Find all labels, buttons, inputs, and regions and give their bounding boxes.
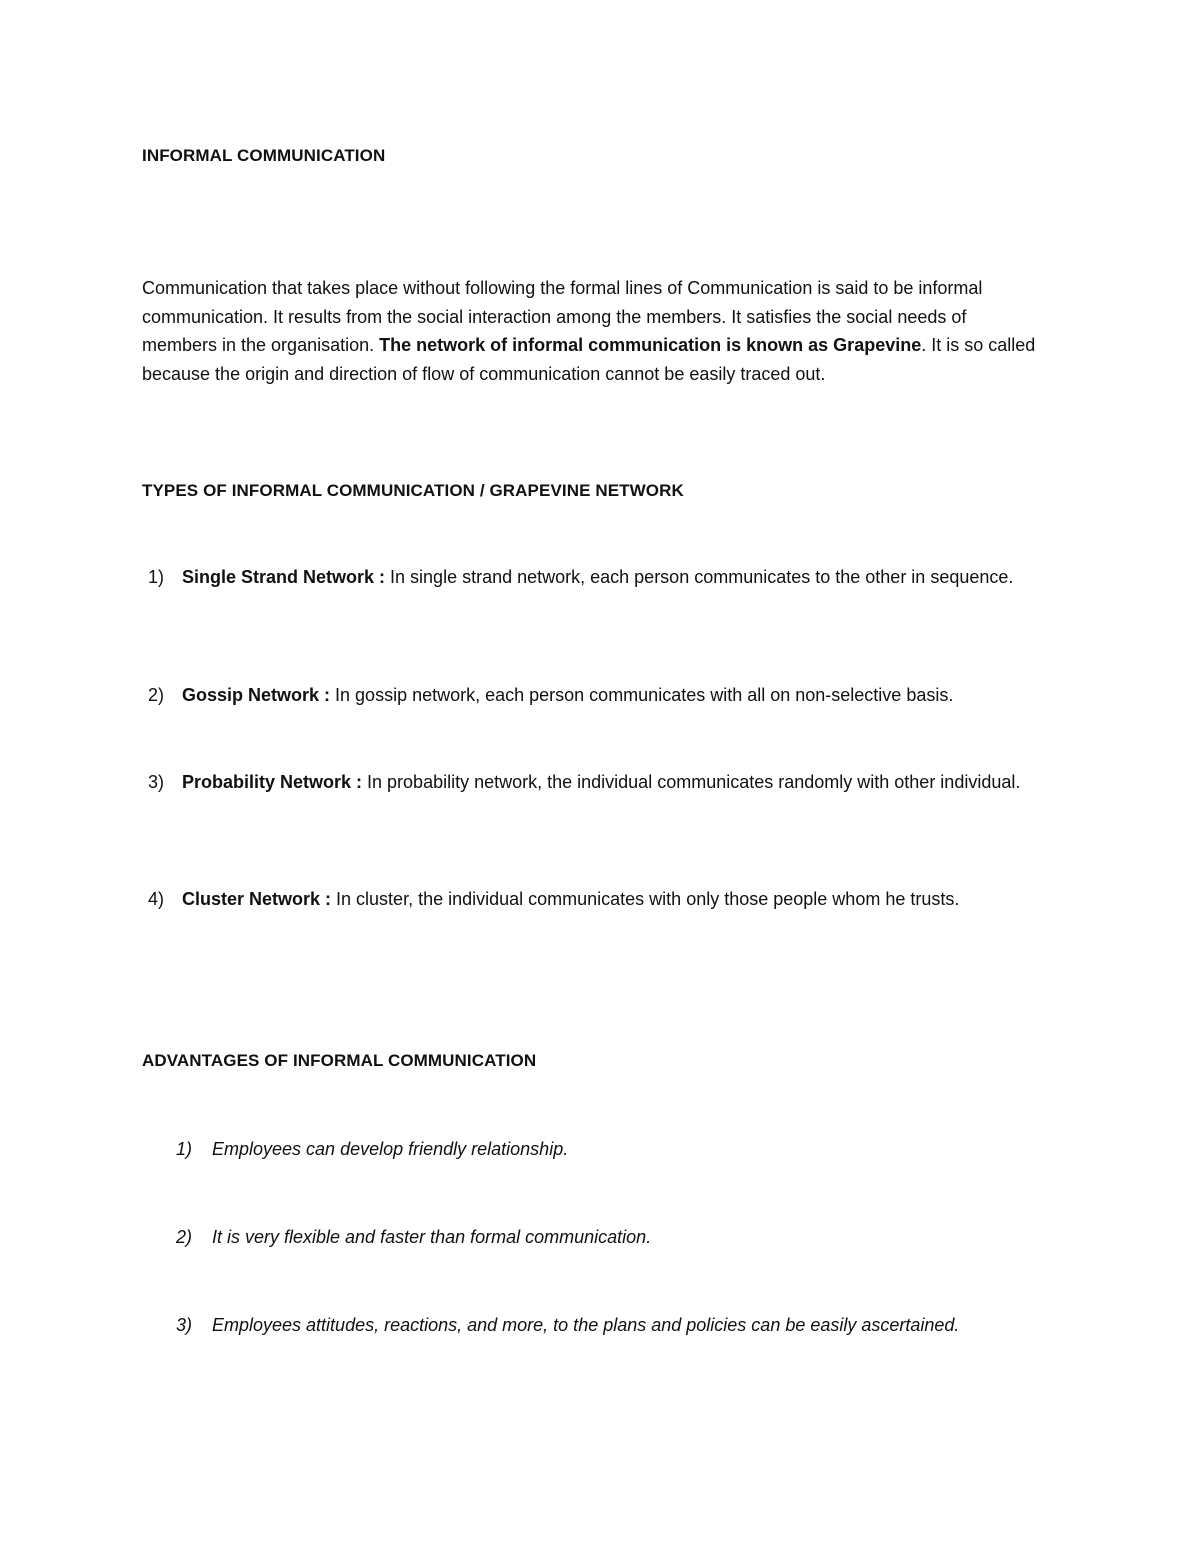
types-heading: TYPES OF INFORMAL COMMUNICATION / GRAPEVINE NETWORK	[142, 481, 684, 500]
page-title: INFORMAL COMMUNICATION	[142, 146, 386, 165]
type-item-desc: In single strand network, each person communicates to the other in sequence.	[385, 567, 1014, 587]
advantage-text: Employees can develop friendly relationship.	[212, 1139, 569, 1159]
intro-text-2: . It is so called because the origin and direction of flow of communication cannot be easily traced out.	[142, 335, 1036, 384]
advantage-number: 2)	[176, 1227, 193, 1247]
advantage-number: 1)	[176, 1139, 193, 1159]
type-item-number: 2)	[148, 685, 165, 705]
type-item-desc: In gossip network, each person communicates with all on non-selective basis.	[330, 685, 954, 705]
type-item-number: 3)	[148, 772, 165, 792]
type-item-desc: In probability network, the individual communicates randomly with other individual.	[362, 772, 1021, 792]
type-item-number: 4)	[148, 889, 165, 909]
advantages-heading: ADVANTAGES OF INFORMAL COMMUNICATION	[142, 1051, 537, 1070]
advantage-text: Employees attitudes, reactions, and more, to the plans and policies can be easily ascertained.	[212, 1315, 960, 1335]
intro-text-1: Communication that takes place without following the formal lines of Communication is said to be informal communication. It results from the social interaction among the members. It satisfies the social needs of members in the organisation.	[142, 278, 983, 356]
type-item-number: 1)	[148, 567, 165, 587]
advantage-item	[176, 1135, 1076, 1163]
advantage-item	[176, 1223, 1076, 1251]
advantage-item	[176, 1311, 1076, 1339]
type-item-probability	[142, 768, 1042, 797]
intro-paragraph	[142, 274, 1042, 388]
type-item-name: Probability Network :	[182, 772, 363, 792]
type-item-name: Cluster Network :	[182, 889, 332, 909]
type-item-single-strand	[142, 563, 1042, 592]
intro-bold-text: The network of informal communication is known as Grapevine	[379, 335, 922, 356]
advantage-text: It is very flexible and faster than formal communication.	[212, 1227, 652, 1247]
type-item-cluster	[142, 885, 1042, 914]
type-item-gossip	[142, 681, 1042, 710]
type-item-desc: In cluster, the individual communicates with only those people whom he trusts.	[331, 889, 960, 909]
type-item-name: Single Strand Network :	[182, 567, 386, 587]
type-item-name: Gossip Network :	[182, 685, 331, 705]
advantage-number: 3)	[176, 1315, 193, 1335]
